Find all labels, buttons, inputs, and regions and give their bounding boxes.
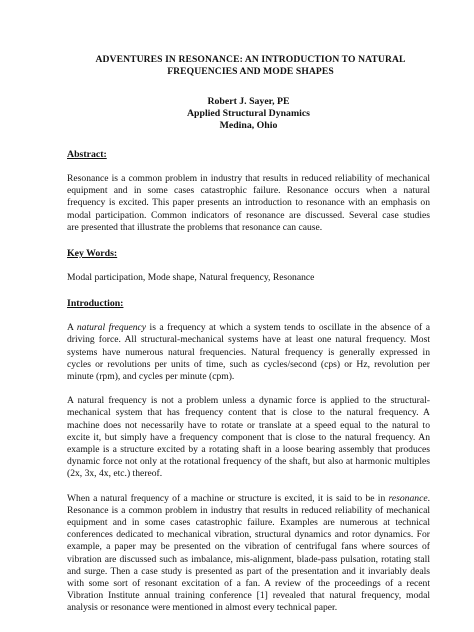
- intro-p2-line: dynamic force not only at the rotational frequency of the shaft, but also at harmonic multiples: [67, 456, 430, 468]
- intro-paragraph-2: [67, 395, 430, 480]
- keywords-heading: Key Words:: [67, 248, 118, 260]
- resonance-term: resonance: [388, 492, 428, 504]
- intro-p1-line: driving force. All structural-mechanical systems have at least one natural frequency. Most: [67, 334, 430, 346]
- intro-p1-line: minute (rpm), and cycles per minute (cpm).: [67, 371, 235, 383]
- author-block: [67, 96, 430, 132]
- abstract-line: are presented that illustrate the problems that resonance can cause.: [67, 221, 323, 233]
- author-name: Robert J. Sayer, PE: [207, 96, 290, 107]
- intro-p3-first-line: [67, 493, 430, 505]
- intro-p3-line: and surge. Then a case study is presented as part of the presentation and it invariably deals: [67, 565, 430, 577]
- intro-p3-line: analysis or resonance were mentioned in almost every technical paper.: [67, 602, 338, 614]
- intro-p1-first-line: [67, 322, 430, 334]
- intro-p2-line: A natural frequency is not a problem unless a dynamic force is applied to the structural-: [67, 395, 430, 407]
- keywords-line: Modal participation, Mode shape, Natural frequency, Resonance: [67, 272, 315, 284]
- intro-p1-line: systems have numerous natural frequencies. Natural frequency is generally expressed in: [67, 346, 430, 358]
- paper-title: [71, 54, 430, 78]
- author-location: Medina, Ohio: [219, 120, 278, 131]
- intro-p2-line: mechanical system that has frequency content that is close to the natural frequency. A: [67, 407, 430, 419]
- abstract-line: equipment and in some cases catastrophic failure. Resonance occurs when a natural: [67, 185, 430, 197]
- natural-frequency-term: natural frequency: [76, 322, 147, 334]
- intro-paragraph-1: [67, 322, 430, 383]
- intro-p3-line: with some sort of resonant excitation of a fan. A review of the proceedings of a recent: [67, 578, 430, 590]
- intro-p3-line: vibration are discussed such as imbalance, mis-alignment, blade-pass pulsation, rotating stall: [67, 553, 430, 565]
- abstract-line: frequency is excited. This paper presents an introduction to resonance with an emphasis on: [67, 197, 430, 209]
- intro-p2-line: example is a structure excited by a rotating shaft in a loose bearing assembly that produces: [67, 444, 430, 456]
- author-affiliation: Applied Structural Dynamics: [186, 108, 310, 119]
- intro-p3-line: conferences dedicated to mechanical vibration, structural dynamics and rotor dynamics. For: [67, 529, 430, 541]
- introduction-heading: Introduction:: [67, 298, 124, 310]
- intro-p3-prefix: When a natural frequency of a machine or structure is excited, it is said to be in: [67, 492, 389, 504]
- abstract-line: Resonance is a common problem in industry that results in reduced reliability of mechanical: [67, 173, 430, 184]
- abstract-heading: Abstract:: [67, 149, 107, 160]
- intro-p1-prefix: A: [67, 322, 77, 334]
- title-line-2: FREQUENCIES AND MODE SHAPES: [167, 66, 334, 77]
- intro-p2-line: excite it, but simply have a frequency component that is close to the natural frequency. An: [67, 431, 430, 443]
- intro-p3-line: Resonance is a common problem in industry that results in reduced reliability of mechanical: [67, 504, 430, 516]
- intro-p3-line: example, a paper may be presented on the vibration of centrifugal fans where sources of: [67, 541, 430, 553]
- intro-p1-line: cycles or revolutions per units of time, such as cycles/second (cps) or Hz, revolution per: [67, 358, 430, 370]
- abstract-line: modal participation. Common indicators of resonance are discussed. Several case studies: [67, 209, 430, 221]
- abstract-paragraph: [67, 173, 430, 234]
- title-line-1: ADVENTURES IN RESONANCE: AN INTRODUCTION TO NATURAL: [95, 54, 406, 65]
- intro-p3-line: Vibration Institute annual training conference [1] revealed that natural frequency, modal: [67, 590, 430, 602]
- keywords-text: [67, 272, 430, 284]
- intro-p1-line1-rest: is a frequency at which a system tends to oscillate in the absence of a: [146, 322, 430, 334]
- intro-p2-line: (2x, 3x, 4x, etc.) thereof.: [67, 468, 163, 480]
- intro-p2-line: machine does not necessarily have to rotate or translate at a speed equal to the natural to: [67, 419, 430, 431]
- intro-p3-suffix: .: [427, 492, 430, 504]
- intro-paragraph-3: [67, 493, 430, 615]
- intro-p3-line: equipment and in some cases catastrophic failure. Examples are numerous at technical: [67, 517, 430, 529]
